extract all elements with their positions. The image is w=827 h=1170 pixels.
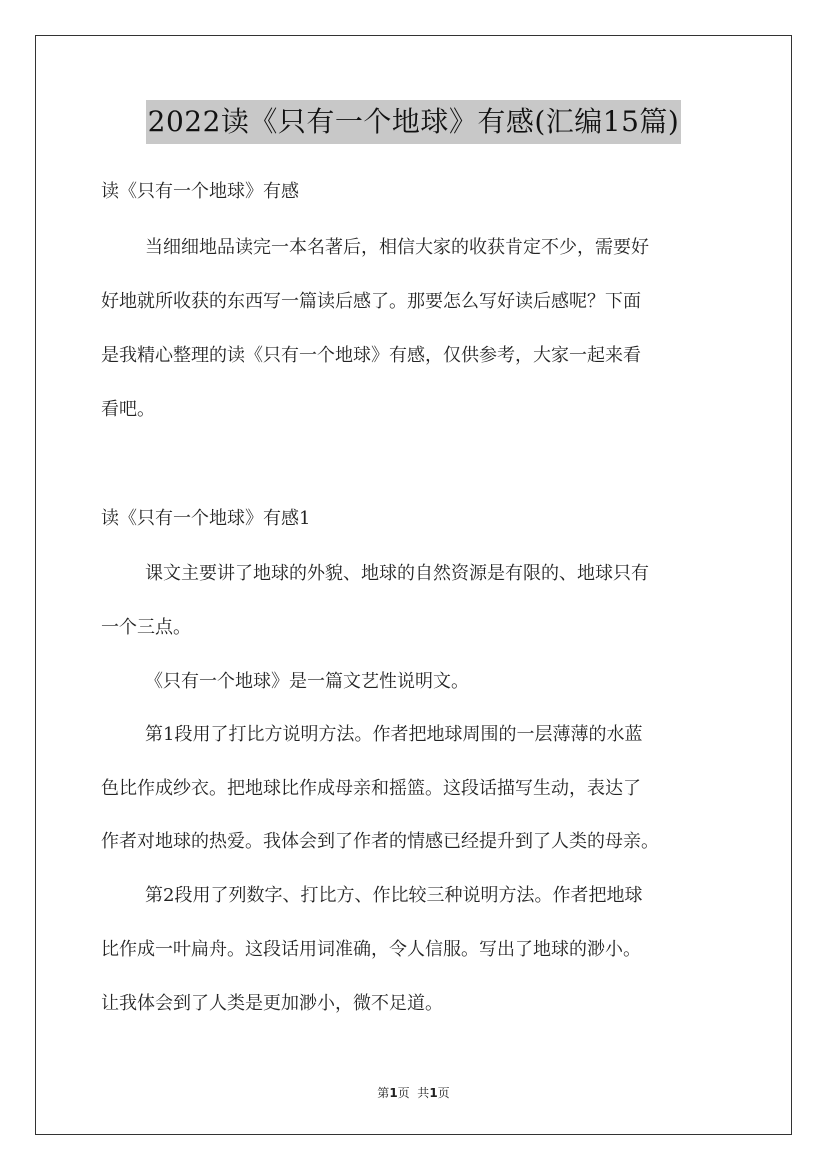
paragraph-line: 当细细地品读完一本名著后，相信大家的收获肯定不少，需要好 — [145, 237, 649, 258]
paragraph-line: 好地就所收获的东西写一篇读后感了。那要怎么写好读后感呢？下面 — [101, 291, 641, 312]
paragraph-line: 课文主要讲了地球的外貌、地球的自然资源是有限的、地球只有 — [145, 563, 649, 584]
section-heading: 读《只有一个地球》有感1 — [101, 508, 311, 529]
paragraph-line: 是我精心整理的读《只有一个地球》有感，仅供参考，大家一起来看 — [101, 345, 641, 366]
footer-total-pages: 1 — [429, 1086, 438, 1100]
paragraph-line: 让我体会到了人类是更加渺小，微不足道。 — [101, 993, 443, 1014]
footer-page-suffix: 页 — [437, 1086, 450, 1100]
title-container — [0, 100, 827, 144]
document-title: 2022读《只有一个地球》有感(汇编15篇) — [146, 100, 682, 144]
paragraph-line: 色比作成纱衣。把地球比作成母亲和摇篮。这段话描写生动，表达了 — [101, 778, 641, 799]
paragraph-line: 一个三点。 — [101, 617, 191, 638]
section-heading: 读《只有一个地球》有感 — [101, 181, 299, 202]
footer-page-mid: 页 共 — [397, 1086, 430, 1100]
paragraph-line: 第2段用了列数字、打比方、作比较三种说明方法。作者把地球 — [145, 885, 643, 906]
paragraph-line: 第1段用了打比方说明方法。作者把地球周围的一层薄薄的水蓝 — [145, 724, 643, 745]
paragraph-line: 看吧。 — [101, 399, 155, 420]
paragraph-line: 《只有一个地球》是一篇文艺性说明文。 — [145, 671, 469, 692]
footer-page-number: 1 — [389, 1086, 398, 1100]
page-footer — [0, 1084, 827, 1101]
footer-page-prefix: 第 — [377, 1086, 390, 1100]
paragraph-line: 作者对地球的热爱。我体会到了作者的情感已经提升到了人类的母亲。 — [101, 831, 659, 852]
paragraph-line: 比作成一叶扁舟。这段话用词准确，令人信服。写出了地球的渺小。 — [101, 939, 641, 960]
